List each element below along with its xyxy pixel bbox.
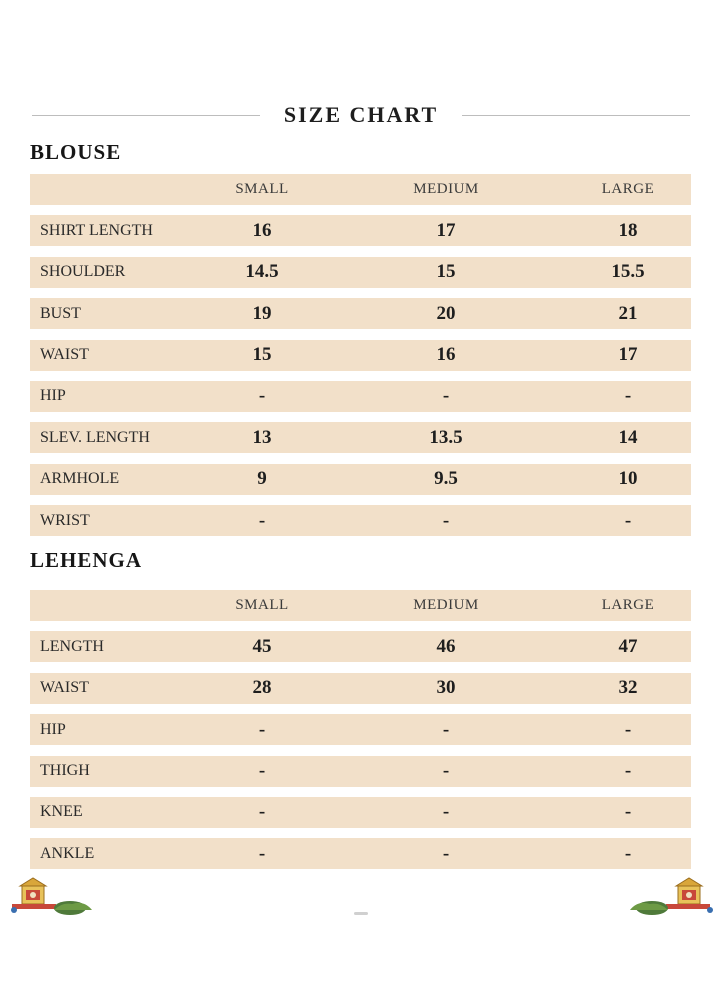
header-small: SMALL — [235, 181, 289, 197]
value-small: - — [258, 509, 266, 531]
value-large: 18 — [618, 219, 638, 241]
table-row — [30, 464, 691, 495]
value-medium: - — [442, 718, 450, 740]
palanquin-elephant-illustration-right — [628, 876, 716, 916]
row-label: ARMHOLE — [40, 470, 120, 488]
value-medium: 30 — [436, 677, 456, 699]
table-row — [30, 215, 691, 246]
value-small: 13 — [252, 426, 272, 448]
value-medium: - — [442, 842, 450, 864]
value-small: - — [258, 718, 266, 740]
header-large: LARGE — [601, 181, 655, 197]
table-row — [30, 631, 691, 662]
value-small: 9 — [257, 468, 267, 490]
value-small: - — [258, 385, 266, 407]
header-rule-left — [32, 115, 260, 116]
value-large: 21 — [618, 302, 638, 324]
value-medium: 13.5 — [429, 426, 463, 448]
palanquin-elephant-illustration-left — [6, 876, 94, 916]
row-label: SHIRT LENGTH — [40, 221, 153, 239]
value-medium: 20 — [436, 302, 456, 324]
row-label: SLEV. LENGTH — [40, 428, 150, 446]
blouse-section-title: BLOUSE — [30, 140, 122, 164]
row-label: HIP — [40, 387, 66, 405]
table-row — [30, 673, 691, 704]
table-header-row — [30, 174, 691, 205]
value-large: - — [624, 801, 632, 823]
value-small: 15 — [252, 344, 272, 366]
value-medium: 16 — [436, 344, 456, 366]
lehenga-table — [30, 590, 691, 880]
value-small: 28 — [252, 677, 272, 699]
row-label: BUST — [40, 304, 81, 322]
table-row — [30, 340, 691, 371]
header-rule-right — [462, 115, 690, 116]
value-large: 10 — [618, 468, 638, 490]
row-label: WRIST — [40, 511, 90, 529]
value-large: 47 — [618, 635, 638, 657]
value-medium: - — [442, 385, 450, 407]
header-small: SMALL — [235, 597, 289, 613]
value-large: 15.5 — [611, 261, 645, 283]
value-large: - — [624, 385, 632, 407]
row-label: WAIST — [40, 679, 89, 697]
table-row — [30, 298, 691, 329]
row-label: SHOULDER — [40, 263, 126, 281]
value-large: - — [624, 718, 632, 740]
header-large: LARGE — [601, 597, 655, 613]
value-small: 16 — [252, 219, 272, 241]
table-row — [30, 838, 691, 869]
table-row — [30, 257, 691, 288]
value-medium: 17 — [436, 219, 456, 241]
row-label: LENGTH — [40, 637, 104, 655]
row-label: HIP — [40, 720, 66, 738]
table-header-row — [30, 590, 691, 621]
header-medium: MEDIUM — [413, 597, 479, 613]
value-medium: 15 — [436, 261, 456, 283]
table-row — [30, 797, 691, 828]
value-small: - — [258, 842, 266, 864]
table-row — [30, 422, 691, 453]
value-large: 32 — [618, 677, 638, 699]
value-small: 14.5 — [245, 261, 279, 283]
lehenga-section-title: LEHENGA — [30, 548, 143, 572]
table-row — [30, 381, 691, 412]
value-medium: - — [442, 509, 450, 531]
value-small: - — [258, 801, 266, 823]
value-large: - — [624, 509, 632, 531]
value-small: 45 — [252, 635, 272, 657]
blouse-table — [30, 174, 691, 547]
value-small: 19 — [252, 302, 272, 324]
row-label: KNEE — [40, 803, 83, 821]
page-title: SIZE CHART — [283, 102, 439, 127]
row-label: ANKLE — [40, 844, 95, 862]
size-chart-header — [32, 98, 690, 132]
table-row — [30, 505, 691, 536]
value-large: - — [624, 842, 632, 864]
row-label: WAIST — [40, 346, 89, 364]
value-medium: 46 — [436, 635, 456, 657]
value-large: 17 — [618, 344, 638, 366]
decorative-mark — [354, 912, 368, 915]
row-label: THIGH — [40, 762, 90, 780]
value-medium: - — [442, 801, 450, 823]
header-medium: MEDIUM — [413, 181, 479, 197]
value-small: - — [258, 760, 266, 782]
value-large: - — [624, 760, 632, 782]
table-row — [30, 756, 691, 787]
table-row — [30, 714, 691, 745]
value-medium: - — [442, 760, 450, 782]
value-large: 14 — [618, 426, 638, 448]
value-medium: 9.5 — [434, 468, 458, 490]
